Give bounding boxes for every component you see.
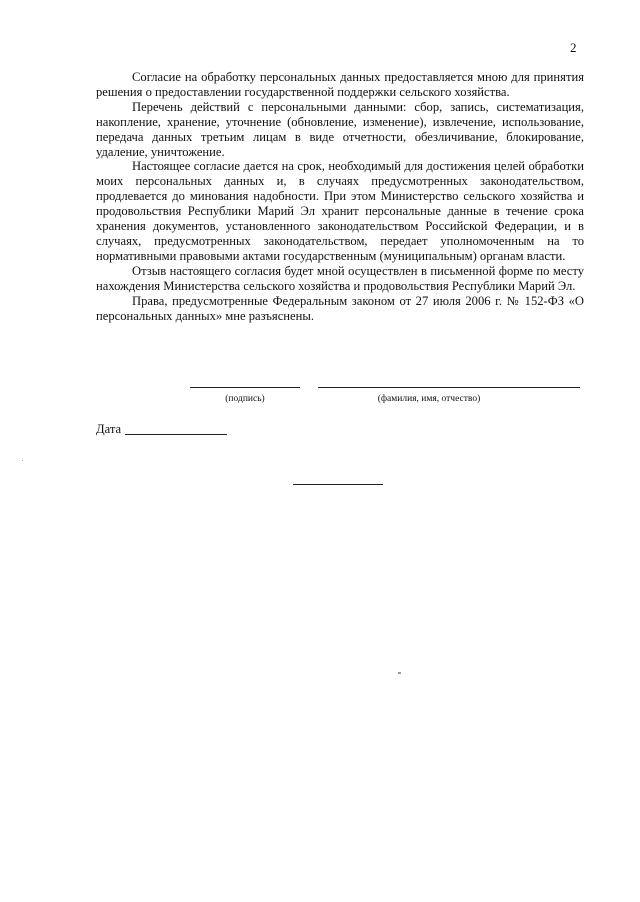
full-name-line <box>318 387 580 388</box>
date-row <box>96 422 227 437</box>
page-number: 2 <box>570 40 577 55</box>
signature-line <box>190 387 300 388</box>
scan-speck <box>22 460 23 461</box>
signature-block <box>0 387 640 417</box>
signature-caption: (подпись) <box>225 394 265 404</box>
date-line <box>125 434 227 435</box>
paragraph-consent-term: Настоящее согласие дается на срок, необходимый для достижения целей обработки моих персональных данных и, в случаях предусмотренных законодательством, продлевается до минования надобности. При этом Министерство сельского хозяйства и продовольствия Республики Марий Эл хранит персональные данные в течение срока хранения документов, установленного законодательством Российской Федерации, и в случаях, предусмотренных законодательством, передает уполномоченным на то нормативными правовыми актами государственным (муниципальным) органам власти. <box>96 159 584 263</box>
closing-divider <box>293 484 383 485</box>
paragraph-consent-purpose: Согласие на обработку персональных данных предоставляется мною для принятия решения о предоставлении государственной поддержки сельского хозяйства. <box>96 70 584 99</box>
paragraph-consent-withdrawal: Отзыв настоящего согласия будет мной осуществлен в письменной форме по месту нахождения Министерства сельского хозяйства и продовольствия Республики Марий Эл. <box>96 263 584 293</box>
paragraph-rights-explained: Права, предусмотренные Федеральным законом от 27 июля 2006 г. № 152-ФЗ «О персональных данных» мне разъяснены. <box>96 293 584 323</box>
full-name-caption: (фамилия, имя, отчество) <box>377 394 481 404</box>
scan-speck <box>398 672 401 674</box>
document-body <box>96 70 584 323</box>
paragraph-actions-list: Перечень действий с персональными данными: сбор, запись, систематизация, накопление, хранение, уточнение (обновление, изменение), извлечение, использование, передача данных третьим лицам в виде отчетности, обезличивание, блокирование, удаление, уничтожение. <box>96 99 584 159</box>
date-label: Дата <box>96 422 122 436</box>
